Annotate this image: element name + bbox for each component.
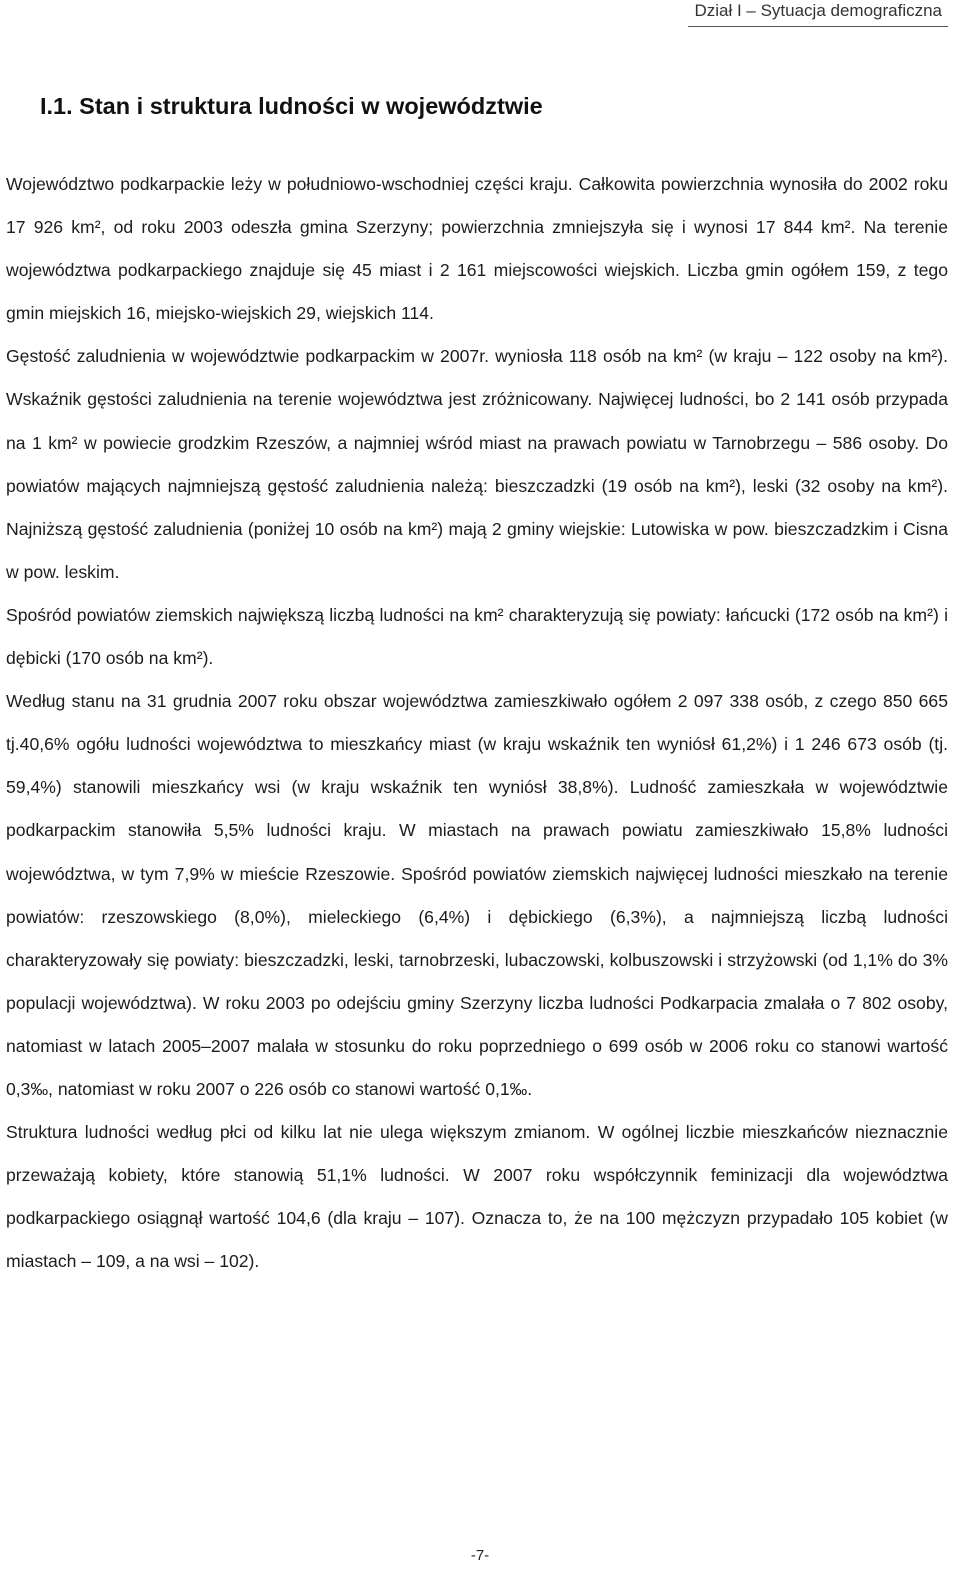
section-heading: I.1. Stan i struktura ludności w województwie: [40, 93, 543, 119]
body-text: [6, 163, 948, 1283]
paragraph-population: Według stanu na 31 grudnia 2007 roku obszar województwa zamieszkiwało ogółem 2 097 338 osób, z czego 850 665 tj.40,6% ogółu ludności województwa to mieszkańcy miast (w kraju wskaźnik ten wyniósł 61,2%) i 1 246 673 osób (tj. 59,4%) stanowili mieszkańcy wsi (w kraju wskaźnik ten wyniósł 38,8%). Ludność zamieszkała w województwie podkarpackim stanowiła 5,5% ludności kraju. W miastach na prawach powiatu zamieszkiwało 15,8% ludności województwa, w tym 7,9% w mieście Rzeszowie. Spośród powiatów ziemskich najwięcej ludności mieszkało na terenie powiatów: rzeszowskiego (8,0%), mieleckiego (6,4%) i dębickiego (6,3%), a najmniejszą liczbą ludności charakteryzowały się powiaty: bieszczadzki, leski, tarnobrzeski, lubaczowski, kolbuszowski i strzyżowski (od 1,1% do 3% populacji województwa). W roku 2003 po odejściu gminy Szerzyny liczba ludności Podkarpacia zmalała o 7 802 osoby, natomiast w latach 2005–2007 malała w stosunku do roku poprzedniego o 699 osób w 2006 roku co stanowi wartość 0,3‰, natomiast w roku 2007 o 226 osób co stanowi wartość 0,1‰.: [6, 691, 948, 1099]
paragraph-area: Województwo podkarpackie leży w południowo-wschodniej części kraju. Całkowita powierzchnia wynosiła do 2002 roku 17 926 km², od roku 2003 odeszła gmina Szerzyny; powierzchnia zmniejszyła się i wynosi 17 844 km². Na terenie województwa podkarpackiego znajduje się 45 miast i 2 161 miejscowości wiejskich. Liczba gmin ogółem 159, z tego gmin miejskich 16, miejsko-wiejskich 29, wiejskich 114.: [6, 174, 948, 324]
paragraph-top-counties: Spośród powiatów ziemskich największą liczbą ludności na km² charakteryzują się powiaty: łańcucki (172 osób na km²) i dębicki (170 osób na km²).: [6, 604, 948, 669]
page-number: -7-: [470, 1547, 490, 1564]
paragraph-gender-structure: Struktura ludności według płci od kilku lat nie ulega większym zmianom. W ogólnej liczbie mieszkańców nieznacznie przeważają kobiety, które stanowią 51,1% ludności. W 2007 roku współczynnik feminizacji dla województwa podkarpackiego osiągnął wartość 104,6 (dla kraju – 107). Oznacza to, że na 100 mężczyzn przypadało 105 kobiet (w miastach – 109, a na wsi – 102).: [6, 1122, 948, 1272]
paragraph-density: Gęstość zaludnienia w województwie podkarpackim w 2007r. wyniosła 118 osób na km² (w kraju – 122 osoby na km²). Wskaźnik gęstości zaludnienia na terenie województwa jest zróżnicowany. Najwięcej ludności, bo 2 141 osób przypada na 1 km² w powiecie grodzkim Rzeszów, a najmniej wśród miast na prawach powiatu w Tarnobrzegu – 586 osoby. Do powiatów mających najmniejszą gęstość zaludnienia należą: bieszczadzki (19 osób na km²), leski (32 osoby na km²). Najniższą gęstość zaludnienia (poniżej 10 osób na km²) mają 2 gminy wiejskie: Lutowiska w pow. bieszczadzkim i Cisna w pow. leskim.: [6, 346, 948, 582]
running-header: Dział I – Sytuacja demograficzna: [688, 0, 948, 27]
